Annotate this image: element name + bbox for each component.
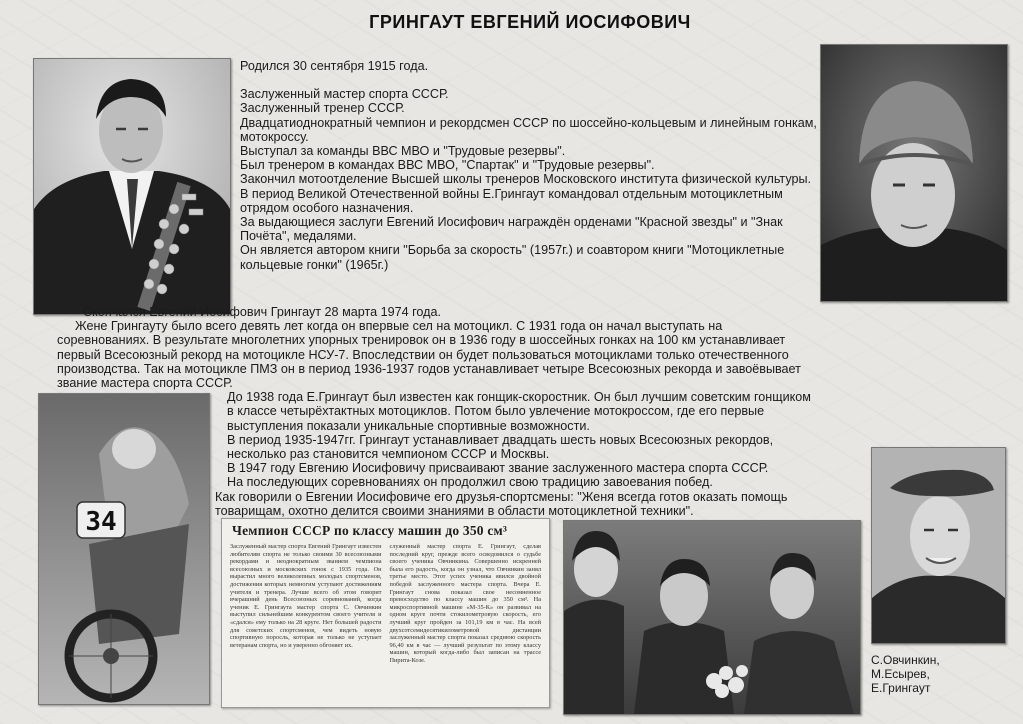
bio-summary [240,59,820,272]
bio-paragraph: Как говорили о Евгении Иосифовиче его друзья-спортсмены: "Женя всегда готов оказать помощь товарищам, охотно делится своими знаниями в области мотоциклетной техники". [215,489,788,518]
bio-paragraph: До 1938 года Е.Грингаут был известен как гонщик-скоростник. Он был лучшим советским гонщиком в классе четырёхтактных мотоциклов. Потом было увлечение мотокроссом, где его первые выступления показали уникальные спортивные возможности. [227,390,811,433]
bio-line: Был тренером в командах ВВС МВО, "Спартак" и "Трудовые резервы". [240,158,655,173]
bio-line: Закончил мотоотделение Высшей школы тренеров Московского института физической культуры. [240,172,812,187]
bio-paragraph: На последующих соревнованиях он продолжил свою традицию завоевания побед. [227,475,713,490]
bio-line: Заслуженный тренер СССР. [240,101,405,116]
caption-line: С.Овчинкин, [871,653,940,667]
newspaper-clipping [221,518,550,708]
bio-paragraph: В период 1935-1947гг. Грингаут устанавливает двадцать шесть новых Всесоюзных рекордов, несколько раз становится чемпионом СССР и Москвы. [227,432,774,462]
portrait-photo [33,58,231,315]
caption-line: М.Есырев, [871,667,930,681]
bio-line: Выступал за команды ВВС МВО и "Трудовые резервы". [240,144,566,159]
bio-paragraph: Скончался Евгений Иосифович Грингаут 28 марта 1974 года. [83,305,441,319]
bio-line: Двадцатиоднократный чемпион и рекордсмен СССР по шоссейно-кольцевым и линейным гонкам, мотокроссу. [240,115,817,144]
bio-paragraph: В 1947 году Евгению Иосифовичу присваивают звание заслуженного мастера спорта СССР. [227,461,769,476]
race-number: 34 [85,507,117,537]
bio-line: Заслуженный мастер спорта СССР. [240,87,449,102]
bio-line: За выдающиеся заслуги Евгений Иосифович награждён орденами "Красной звезды" и "Знак Почёта", медалями. [240,215,783,244]
bio-paragraph: Жене Грингауту было всего девять лет когда он впервые сел на мотоцикл. С 1931 года он начал выступать на соревнованиях. В результате многолетних упорных тренировок он в 1936 году в шоссейных гонках на 100 км устанавливает первый Всесоюзный рекорд на мотоцикле НСУ-7. Впоследствии он будет пользоваться мотоциклами только отечественного производства. Так на мотоцикле ПМЗ он в период 1936-1937 годов устанавливает четыре Всесоюзных рекорда и завоёвывает звание мастера спорта СССР. [57,319,801,391]
bio-line: Он является автором книги "Борьба за скорость" (1957г.) и соавтором книги "Мотоциклетные кольцевые гонки" (1965г.) [240,243,785,272]
caption-line: Е.Грингаут [871,681,931,695]
clipping-column: служенный мастер спорта Е. Грингаут, сделав последний круг, прежде всего осведомился о судьбе своего ученика Овчинкина. Совершенно искренней была его радость, когда он узнал, что Овчинкин занял третье место. Этот успех ученика явился двойной победой заслуженного мастера спорта. Вчера Е. Грингаут снова показал свое несомненное превосходство по классу машин до 350 см³. На микроспортивной машине «М-35-К» он развивал на одном круге почти стокилометровую скорость, его лучший круг пройден за 101,19 км в час. На всей двухсотсемидесятикилометровой дистанции заслуженный мастер спорта показал среднюю скорость 96,40 км в час — лучший результат по этому классу машин, который когда-либо был записан на трассе Пирита-Козе. [389,543,541,664]
motorcycle-race-photo [38,393,210,705]
photo-caption [871,653,940,695]
clipping-headline: Чемпион СССР по классу машин до 350 см³ [232,523,508,538]
bio-born: Родился 30 сентября 1915 года. [240,59,429,73]
page-title: ГРИНГАУТ ЕВГЕНИЙ ИОСИФОВИЧ [369,12,691,32]
helmet-portrait-photo [820,44,1008,302]
cap-portrait-photo [871,447,1006,644]
clipping-column: Заслуженный мастер спорта Евгений Грингаут известен любителям спорта не только своими 30 всесоюзными рекордами и неоднократным званием чемпиона всесоюзных и московских гонок с 1935 года. Он вырастил много великолепных молодых спортсменов, достижения которых немногим уступают достижениям учителя и тренера. Лучше всего об этом говорит вчерашний день Всесоюзных соревнований, когда ученик Е. Грингаута мастер спорта С. Овчинкин выступил сильнейшим конкурентом своего учителя и «сдался» ему только на 28 круге. Нет большей радости для советских спортсменов, чем видеть новую спортивную поросль, которая не только не уступает ветеранам спорта, но и уверенно обгоняет их. [230,543,382,649]
group-photo [563,520,861,715]
bio-line: В период Великой Отечественной войны Е.Грингаут командовал отдельным мотоциклетным отрядом особого назначения. [240,186,783,215]
